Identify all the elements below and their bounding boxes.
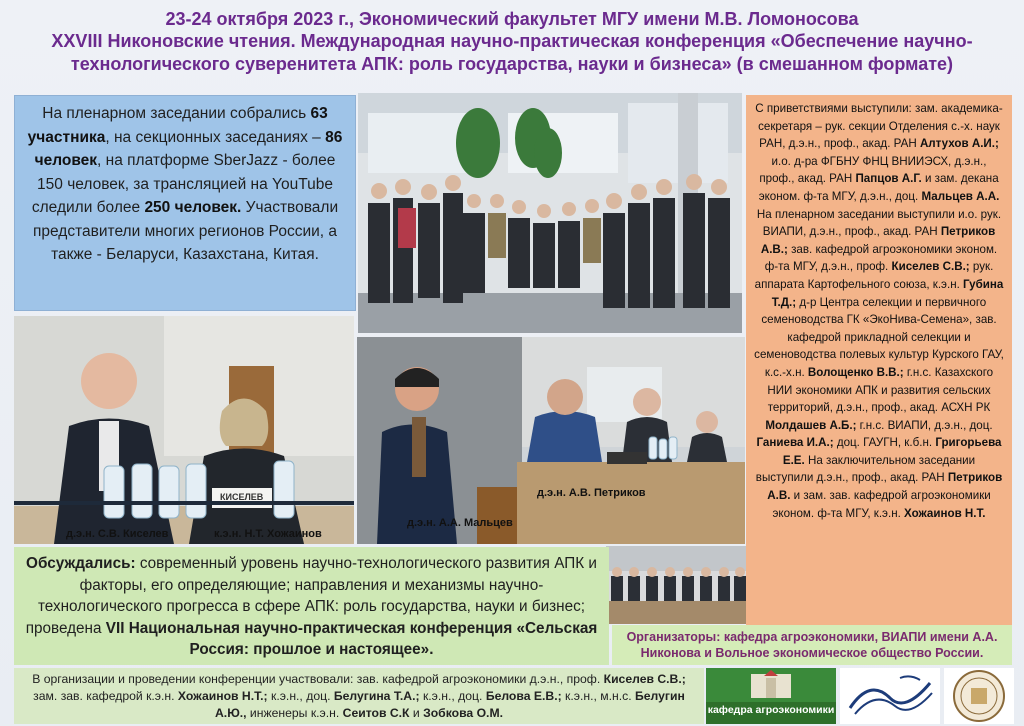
group-photo	[358, 93, 742, 333]
nameplate-label: КИСЕЛЕВ	[220, 492, 264, 502]
speaker-role-text: зав. кафедрой агроэкономики эконом. ф-та МГУ, д.э.н., проф.	[764, 242, 998, 274]
speaker-role-text: г.н.с. ВИАПИ, д.э.н., доц.	[856, 418, 993, 432]
footer-text: инженеры к.э.н.	[246, 706, 343, 720]
discussion-box	[14, 547, 609, 665]
speaker-name: Ганиева И.А.;	[756, 436, 834, 450]
poster-header	[0, 0, 1024, 90]
organizers-box	[612, 625, 1012, 665]
photo-maltsev-petrikov	[357, 337, 745, 544]
speaker-role-text: д-р Центра селекции и первичного семеноводства ГК «ЭкоНива-Семена», зав. кафедрой прикладной селекции и семеноводства полевых культур Курского ГАУ, к.с.-х.н.	[754, 295, 1004, 379]
speaker-role-text: На пленарном заседании выступили и.о. рук. ВИАПИ, д.э.н., проф., акад. РАН	[756, 207, 1002, 239]
speaker-name: Григорьева Е.Е.	[782, 436, 1002, 467]
caption-petrikov: д.э.н. А.В. Петриков	[537, 487, 646, 499]
speaker-name: Волощенко В.В.;	[807, 365, 904, 379]
speaker-name: Молдашев А.Б.;	[765, 418, 857, 432]
discussion-conference-name: VII Национальная научно-практическая конференция «Сельская Россия: прошлое и настоящее».	[105, 619, 598, 658]
footer-name: Белугин А.Ю.,	[215, 689, 685, 720]
stats-text: На пленарном заседании собрались	[42, 105, 311, 122]
photo-conference-table	[606, 546, 748, 624]
footer-name: Хожаинов Н.Т.;	[177, 689, 268, 703]
caption-khozhainov: к.э.н. Н.Т. Хожаинов	[214, 528, 322, 540]
header-title-line-1: XXVIII Никоновские чтения. Международная научно-практическая конференция «Обеспечение научно-	[51, 31, 973, 51]
speaker-role-text: и зам. декана эконом. ф-та МГУ, д.э.н., доц.	[758, 172, 999, 203]
stats-youtube-count: 250 человек.	[144, 199, 242, 216]
footer-text: к.э.н., доц.	[419, 689, 486, 703]
participants-stats-box	[14, 95, 356, 311]
speaker-name: Мальцев А.А.	[921, 189, 1000, 203]
speaker-name: Алтухов А.И.;	[919, 137, 999, 151]
footer-text: зам. зав. кафедрой к.э.н.	[33, 689, 178, 703]
speaker-name: Папцов А.Г.	[855, 172, 922, 186]
footer-name: Зобкова О.М.	[423, 706, 503, 720]
footer-name: Белова Е.В.;	[485, 689, 562, 703]
footer-name: Белугина Т.А.;	[333, 689, 420, 703]
speaker-role-text: рук. аппарата Картофельного союза, к.э.н.	[754, 260, 994, 291]
speaker-role-text: и зам. зав. кафедрой агроэкономики эконом. ф-та МГУ, к.э.н.	[772, 489, 991, 520]
veo-seal-logo	[944, 668, 1014, 724]
speaker-role-text: На заключительном заседании выступили д.э.н., проф., акад. РАН	[755, 453, 976, 485]
dept-logo-label: кафедра агроэкономики	[707, 704, 835, 716]
speaker-role-text: и.о. д-ра ФГБНУ ФНЦ ВНИИЭСХ, д.э.н., проф., акад. РАН	[759, 154, 987, 186]
footer-text: к.э.н., доц.	[267, 689, 334, 703]
footer-text: В организации и проведении конференции участвовали: зав. кафедрой агроэкономики д.э.н., проф.	[32, 672, 604, 686]
stats-text: , на платформе SberJazz - более 150 человек, за трансляцией на YouTube следили более	[31, 152, 336, 216]
stats-text: Участвовали представители многих регионов России, а также - Беларуси, Казахстана, Китая.	[33, 199, 339, 263]
speaker-name: Губина Т.Д.;	[771, 277, 1004, 309]
speaker-name: Хожаинов Н.Т.	[904, 506, 986, 520]
discussion-text: современный уровень научно-технологического развития АПК и факторы, его определяющие; направления и механизмы научно-технологического прогресса в сфере АПК: роль государства, науки и бизнес; проведена	[25, 555, 597, 637]
speakers-box	[746, 95, 1012, 625]
caption-maltsev: д.э.н. А.А. Мальцев	[407, 517, 513, 529]
dept-agroeconomics-logo	[706, 668, 836, 724]
speaker-name: Киселев С.В.;	[891, 260, 970, 274]
footer-text: к.э.н., м.н.с.	[561, 689, 635, 703]
speaker-name: Петриков А.В.	[767, 471, 1003, 503]
photo-kiselev-khozhainov	[14, 316, 354, 544]
stats-participants-count: 63 участника	[27, 105, 328, 146]
speaker-role-text: доц. ГАУГН, к.б.н.	[833, 436, 936, 450]
speaker-name: Петриков А.В.;	[760, 225, 996, 256]
speaker-role-text: С приветствиями выступили: зам. академика-секретаря – рук. секции Отделения с.-х. наук РАН, д.э.н., проф., акад. РАН	[755, 102, 1003, 151]
footer-name: Киселев С.В.;	[603, 672, 686, 686]
stats-text: , на секционных заседаниях –	[105, 128, 326, 146]
footer-name: Сеитов С.К	[342, 706, 410, 720]
header-date-line: 23-24 октября 2023 г., Экономический факультет МГУ имени М.В. Ломоносова	[165, 9, 859, 29]
caption-kiselev: д.э.н. С.В. Киселев	[66, 528, 169, 540]
footer-text: и	[409, 706, 424, 720]
header-title-line-2: технологического суверенитета АПК: роль государства, науки и бизнеса» (в смешанном формате)	[70, 54, 954, 74]
discussion-lead: Обсуждались:	[26, 555, 136, 572]
speaker-role-text: г.н.с. Казахского НИИ экономики АПК и развития сельских территорий, д.э.н., проф., акад. АСХН РК	[767, 365, 994, 415]
viapi-logo	[840, 668, 940, 724]
organizers-text: Организаторы: кафедра агроэкономики, ВИАПИ имени А.А. Никонова и Вольное экономическое общество России.	[626, 630, 998, 660]
stats-section-count: 86 человек	[34, 128, 343, 169]
organizing-team-footer	[14, 668, 704, 724]
